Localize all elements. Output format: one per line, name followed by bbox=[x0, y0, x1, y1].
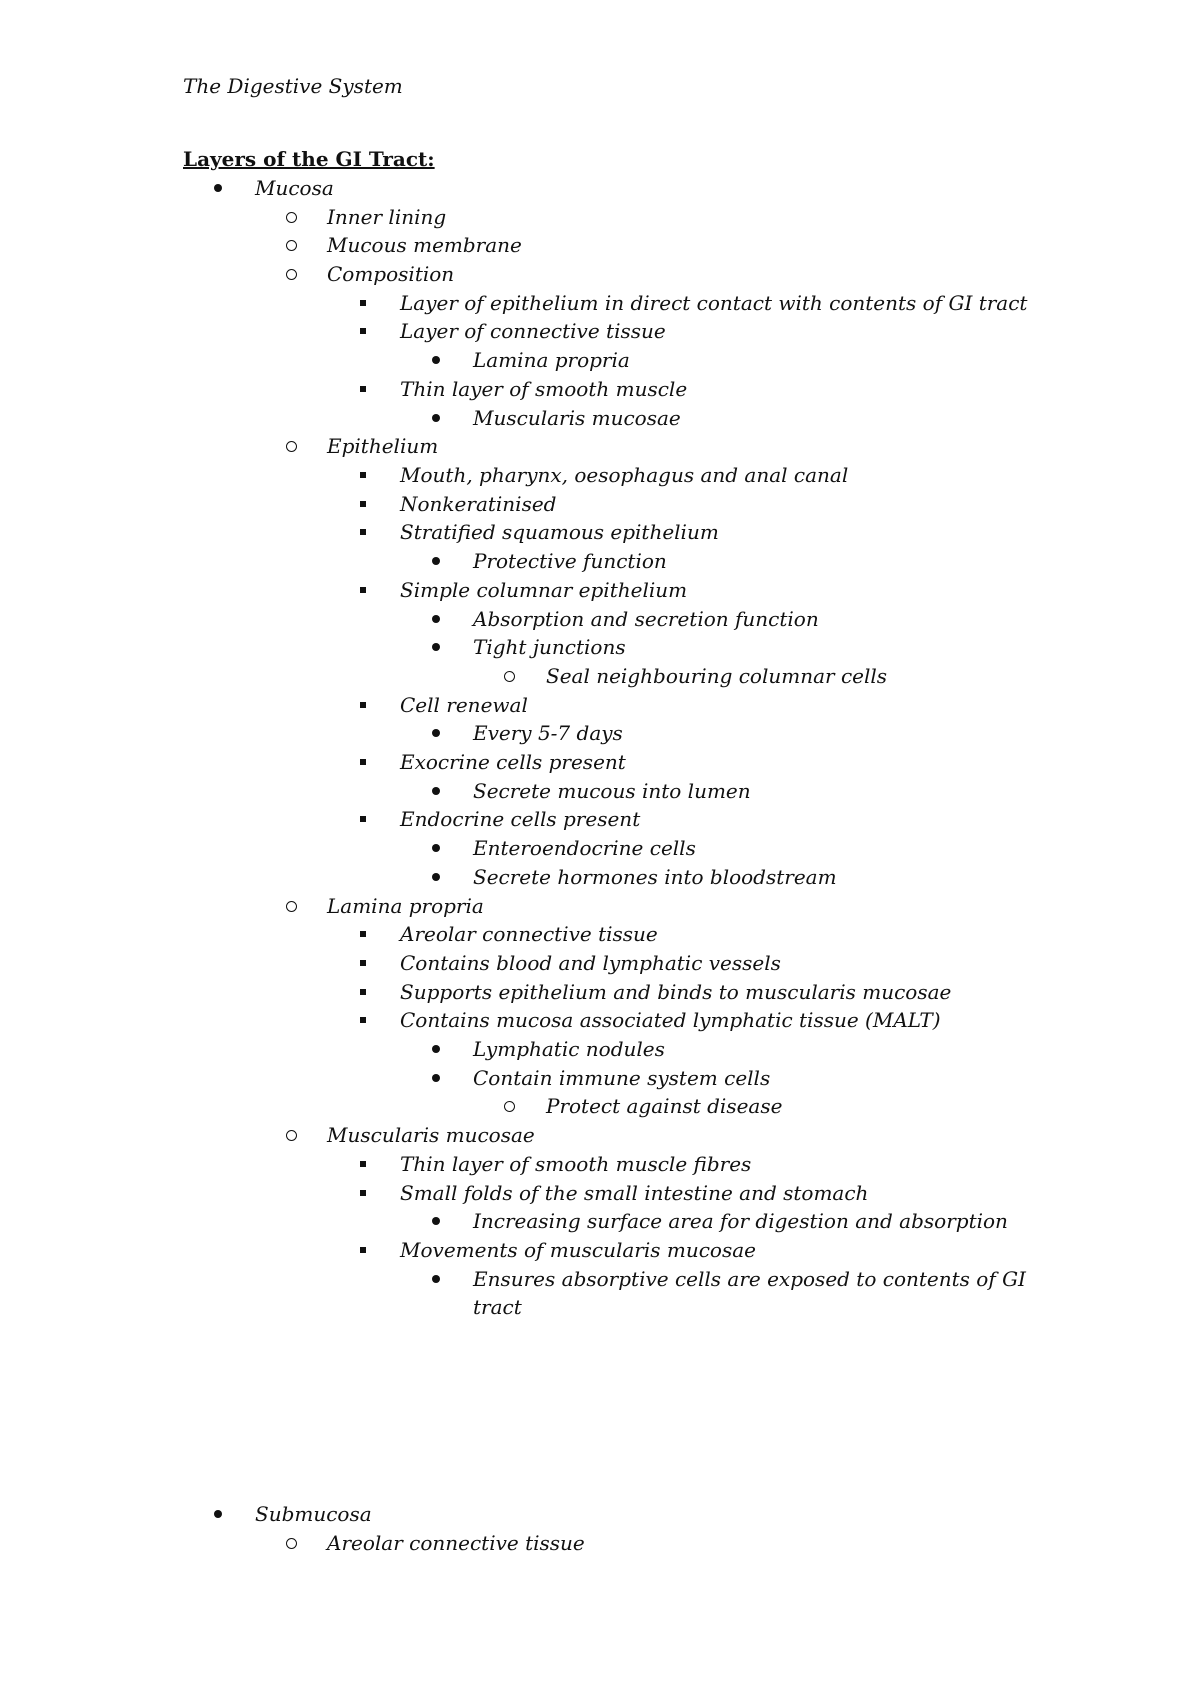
square-marker-icon bbox=[351, 461, 375, 489]
bullet-marker-icon bbox=[424, 1035, 448, 1063]
square-marker-icon bbox=[351, 1179, 375, 1207]
outline-item-label: Absorption and secretion function bbox=[473, 607, 819, 631]
outline-item bbox=[0, 1207, 1200, 1235]
outline-item-label: Protect against disease bbox=[546, 1094, 783, 1118]
outline-item-label: Thin layer of smooth muscle fibres bbox=[400, 1152, 752, 1176]
outline-item-label: Layer of connective tissue bbox=[400, 319, 666, 343]
outline-item bbox=[0, 1179, 1200, 1207]
outline-item-label: Cell renewal bbox=[400, 693, 528, 717]
bullet-marker-icon bbox=[424, 834, 448, 862]
outline-item bbox=[0, 892, 1200, 920]
outline-item bbox=[0, 777, 1200, 805]
outline-item-label: Muscularis mucosae bbox=[473, 406, 681, 430]
circle-marker-icon bbox=[279, 231, 303, 259]
outline-item-label: Enteroendocrine cells bbox=[473, 836, 696, 860]
square-marker-icon bbox=[351, 949, 375, 977]
square-marker-icon bbox=[351, 518, 375, 546]
outline-item-label: Mouth, pharynx, oesophagus and anal canal bbox=[400, 463, 849, 487]
square-marker-icon bbox=[351, 490, 375, 518]
outline-item bbox=[0, 748, 1200, 776]
outline-item bbox=[0, 490, 1200, 518]
document-header: The Digestive System bbox=[183, 74, 403, 98]
outline-item bbox=[0, 691, 1200, 719]
outline-item-label: Simple columnar epithelium bbox=[400, 578, 688, 602]
circle-marker-icon bbox=[279, 1121, 303, 1149]
outline-item bbox=[0, 978, 1200, 1006]
outline-item bbox=[0, 461, 1200, 489]
circle-marker-icon bbox=[279, 203, 303, 231]
outline-item-label: Movements of muscularis mucosae bbox=[400, 1238, 756, 1262]
outline-item-label: Muscularis mucosae bbox=[327, 1123, 535, 1147]
outline-item bbox=[0, 174, 1200, 202]
bullet-marker-icon bbox=[424, 1265, 448, 1293]
outline-item bbox=[0, 203, 1200, 231]
outline-item-label: Contain immune system cells bbox=[473, 1066, 771, 1090]
outline-item-label: Areolar connective tissue bbox=[400, 922, 658, 946]
outline-item-label: Contains blood and lymphatic vessels bbox=[400, 951, 781, 975]
outline-item bbox=[0, 1236, 1200, 1264]
bullet-marker-icon bbox=[424, 346, 448, 374]
outline-item bbox=[0, 834, 1200, 862]
outline-item bbox=[0, 1006, 1200, 1034]
square-marker-icon bbox=[351, 317, 375, 345]
outline-item-label: Mucosa bbox=[255, 176, 334, 200]
outline-item bbox=[0, 346, 1200, 374]
outline-item-label: Tight junctions bbox=[473, 635, 626, 659]
outline-item bbox=[0, 375, 1200, 403]
outline-item bbox=[0, 317, 1200, 345]
outline-item-label: Lamina propria bbox=[327, 894, 484, 918]
outline-item-label: Inner lining bbox=[327, 205, 447, 229]
outline-item-label: Contains mucosa associated lymphatic tissue (MALT) bbox=[400, 1008, 941, 1032]
outline-item-label: Small folds of the small intestine and stomach bbox=[400, 1181, 869, 1205]
outline-item bbox=[0, 1500, 1200, 1528]
square-marker-icon bbox=[351, 920, 375, 948]
bullet-marker-icon bbox=[424, 547, 448, 575]
outline-item-label: Ensures absorptive cells are exposed to contents of GI bbox=[473, 1267, 1026, 1291]
outline-item-label: Composition bbox=[327, 262, 455, 286]
outline-item bbox=[0, 1121, 1200, 1149]
outline-item bbox=[0, 605, 1200, 633]
square-marker-icon bbox=[351, 805, 375, 833]
circle-marker-icon bbox=[279, 432, 303, 460]
outline-item bbox=[0, 1064, 1200, 1092]
outline-item-label: Secrete hormones into bloodstream bbox=[473, 865, 837, 889]
bullet-marker-icon bbox=[424, 719, 448, 747]
outline-item bbox=[0, 289, 1200, 317]
outline-item-label: Lamina propria bbox=[473, 348, 630, 372]
outline-item bbox=[0, 805, 1200, 833]
bullet-marker-icon bbox=[424, 1207, 448, 1235]
bullet-marker-icon bbox=[424, 633, 448, 661]
outline-item-label: Endocrine cells present bbox=[400, 807, 641, 831]
outline-item-label: Stratified squamous epithelium bbox=[400, 520, 719, 544]
outline-item-label: Every 5-7 days bbox=[473, 721, 623, 745]
circle-marker-icon bbox=[497, 1092, 521, 1120]
outline-item bbox=[0, 920, 1200, 948]
outline-item bbox=[0, 432, 1200, 460]
outline-item bbox=[0, 404, 1200, 432]
outline-item-label: Lymphatic nodules bbox=[473, 1037, 665, 1061]
bullet-marker-icon bbox=[424, 605, 448, 633]
square-marker-icon bbox=[351, 978, 375, 1006]
outline-item bbox=[0, 1092, 1200, 1120]
outline-item-label: Increasing surface area for digestion and absorption bbox=[473, 1209, 1008, 1233]
outline-item-label: Mucous membrane bbox=[327, 233, 522, 257]
outline-item-label: tract bbox=[473, 1295, 522, 1319]
outline-item bbox=[0, 1035, 1200, 1063]
outline-item-label: Areolar connective tissue bbox=[327, 1531, 585, 1555]
outline-item bbox=[0, 1150, 1200, 1178]
outline-item bbox=[0, 231, 1200, 259]
section-heading: Layers of the GI Tract: bbox=[183, 147, 435, 171]
circle-marker-icon bbox=[279, 892, 303, 920]
bullet-marker-icon bbox=[206, 174, 230, 202]
outline-item bbox=[0, 662, 1200, 690]
square-marker-icon bbox=[351, 691, 375, 719]
square-marker-icon bbox=[351, 1236, 375, 1264]
square-marker-icon bbox=[351, 1006, 375, 1034]
circle-marker-icon bbox=[279, 1529, 303, 1557]
bullet-marker-icon bbox=[424, 863, 448, 891]
square-marker-icon bbox=[351, 375, 375, 403]
outline-item-label: Exocrine cells present bbox=[400, 750, 626, 774]
bullet-marker-icon bbox=[424, 777, 448, 805]
outline-item bbox=[0, 949, 1200, 977]
bullet-marker-icon bbox=[206, 1500, 230, 1528]
circle-marker-icon bbox=[279, 260, 303, 288]
outline-item-label: Seal neighbouring columnar cells bbox=[546, 664, 888, 688]
bullet-marker-icon bbox=[424, 1064, 448, 1092]
outline-item bbox=[0, 547, 1200, 575]
outline-item-label: Protective function bbox=[473, 549, 667, 573]
square-marker-icon bbox=[351, 1150, 375, 1178]
square-marker-icon bbox=[351, 576, 375, 604]
outline-item bbox=[0, 719, 1200, 747]
outline-item-label: Epithelium bbox=[327, 434, 439, 458]
outline-item bbox=[0, 1265, 1200, 1293]
outline-item bbox=[0, 1529, 1200, 1557]
outline-item-label: Layer of epithelium in direct contact with contents of GI tract bbox=[400, 291, 1028, 315]
outline-item-continuation bbox=[0, 1293, 1200, 1321]
outline-item bbox=[0, 518, 1200, 546]
outline-item bbox=[0, 863, 1200, 891]
outline-item bbox=[0, 260, 1200, 288]
circle-marker-icon bbox=[497, 662, 521, 690]
outline-item bbox=[0, 576, 1200, 604]
bullet-marker-icon bbox=[424, 404, 448, 432]
square-marker-icon bbox=[351, 748, 375, 776]
outline-item-label: Nonkeratinised bbox=[400, 492, 557, 516]
outline-item-label: Supports epithelium and binds to muscularis mucosae bbox=[400, 980, 952, 1004]
outline-item bbox=[0, 633, 1200, 661]
outline-item-label: Thin layer of smooth muscle bbox=[400, 377, 688, 401]
outline-item-label: Submucosa bbox=[255, 1502, 372, 1526]
square-marker-icon bbox=[351, 289, 375, 317]
outline-item-label: Secrete mucous into lumen bbox=[473, 779, 751, 803]
